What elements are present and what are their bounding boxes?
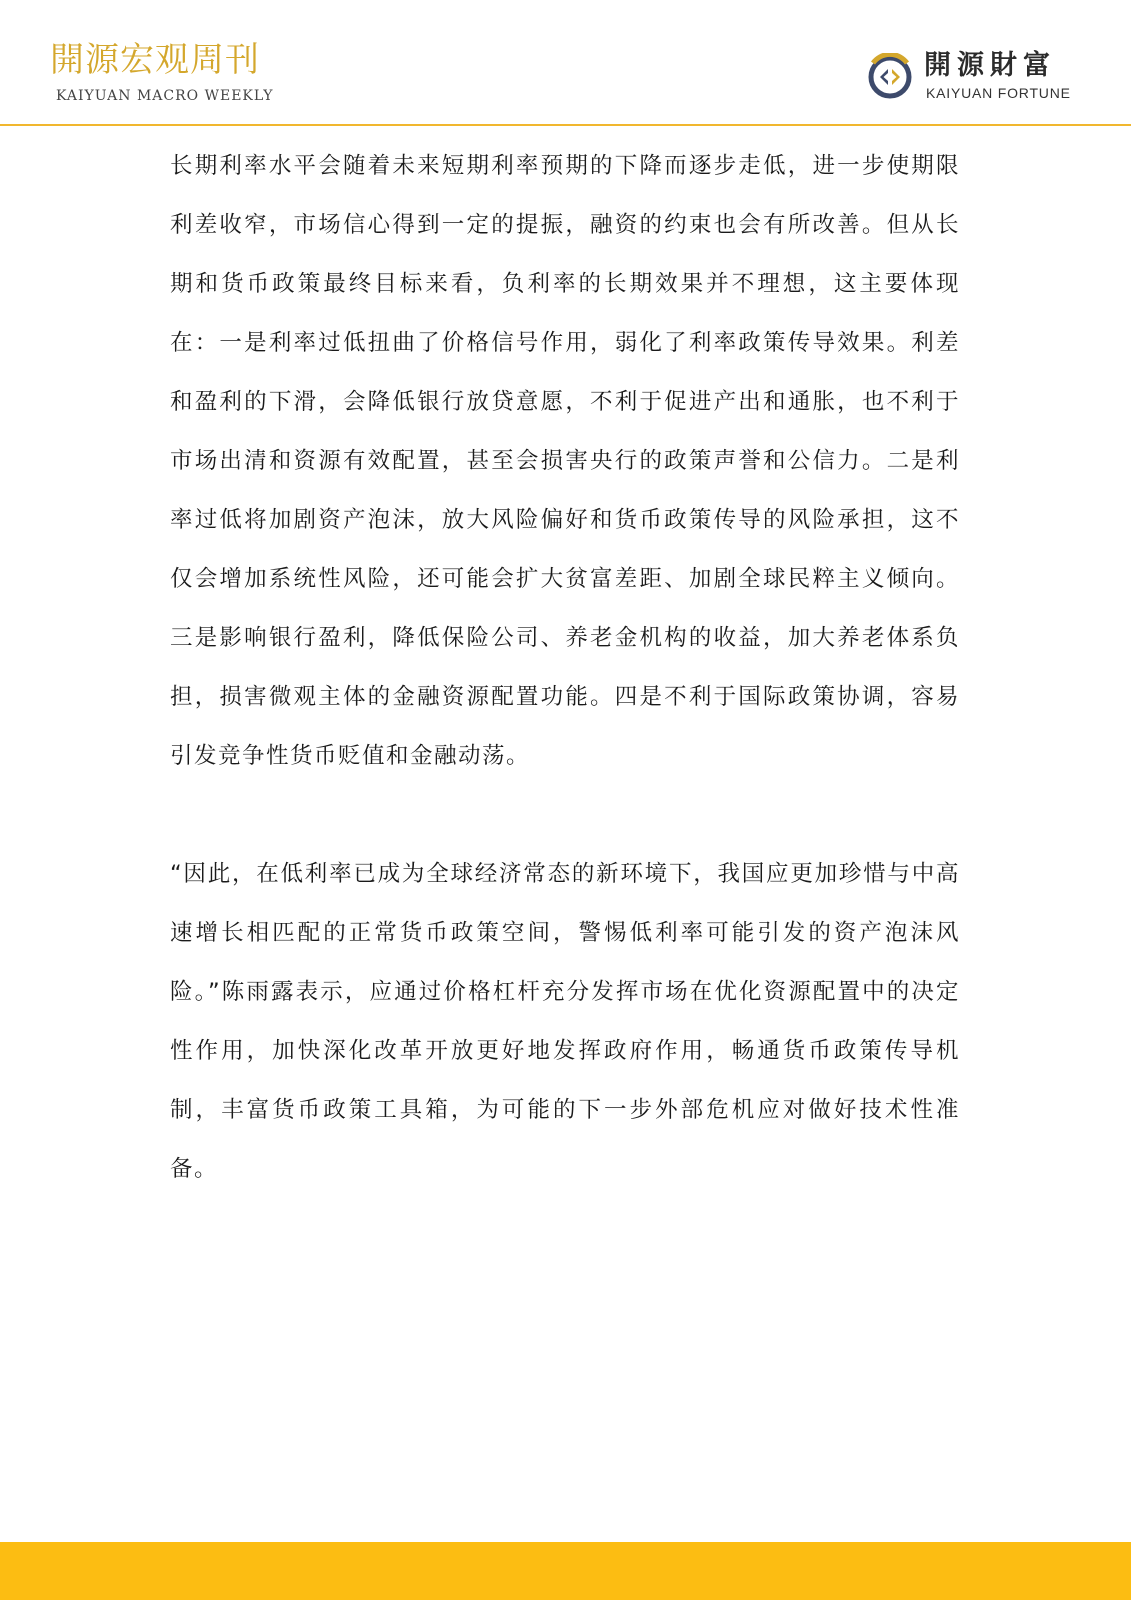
brand-name-english: KAIYUAN FORTUNE <box>926 85 1071 101</box>
header-divider <box>0 124 1131 126</box>
brand-logo-block <box>866 50 1086 106</box>
kaiyuan-fortune-logo-icon <box>866 53 914 101</box>
page-header <box>0 0 1131 126</box>
body-paragraph-1: 长期利率水平会随着未来短期利率预期的下降而逐步走低，进一步使期限利差收窄，市场信心得到一定的提振，融资的约束也会有所改善。但从长期和货币政策最终目标来看，负利率的长期效果并不理想，这主要体现在：一是利率过低扭曲了价格信号作用，弱化了利率政策传导效果。利差和盈利的下滑，会降低银行放贷意愿，不利于促进产出和通胀，也不利于市场出清和资源有效配置，甚至会损害央行的政策声誉和公信力。二是利率过低将加剧资产泡沫，放大风险偏好和货币政策传导的风险承担，这不仅会增加系统性风险，还可能会扩大贫富差距、加剧全球民粹主义倾向。三是影响银行盈利，降低保险公司、养老金机构的收益，加大养老体系负担，损害微观主体的金融资源配置功能。四是不利于国际政策协调，容易引发竞争性货币贬值和金融动荡。 <box>170 153 960 769</box>
article-body <box>170 137 960 1199</box>
magazine-subtitle: KAIYUAN MACRO WEEKLY <box>56 88 274 104</box>
body-paragraph-2: “因此，在低利率已成为全球经济常态的新环境下，我国应更加珍惜与中高速增长相匹配的正常货币政策空间，警惕低利率可能引发的资产泡沫风险。”陈雨露表示，应通过价格杠杆充分发挥市场在优化资源配置中的决定性作用，加快深化改革开放更好地发挥政府作用，畅通货币政策传导机制，丰富货币政策工具箱，为可能的下一步外部危机应对做好技术性准备。 <box>170 861 960 1182</box>
footer-bar <box>0 1542 1131 1600</box>
brand-name-chinese: 開源財富 <box>924 50 1056 81</box>
magazine-title: 開源宏观周刊 <box>50 40 260 80</box>
